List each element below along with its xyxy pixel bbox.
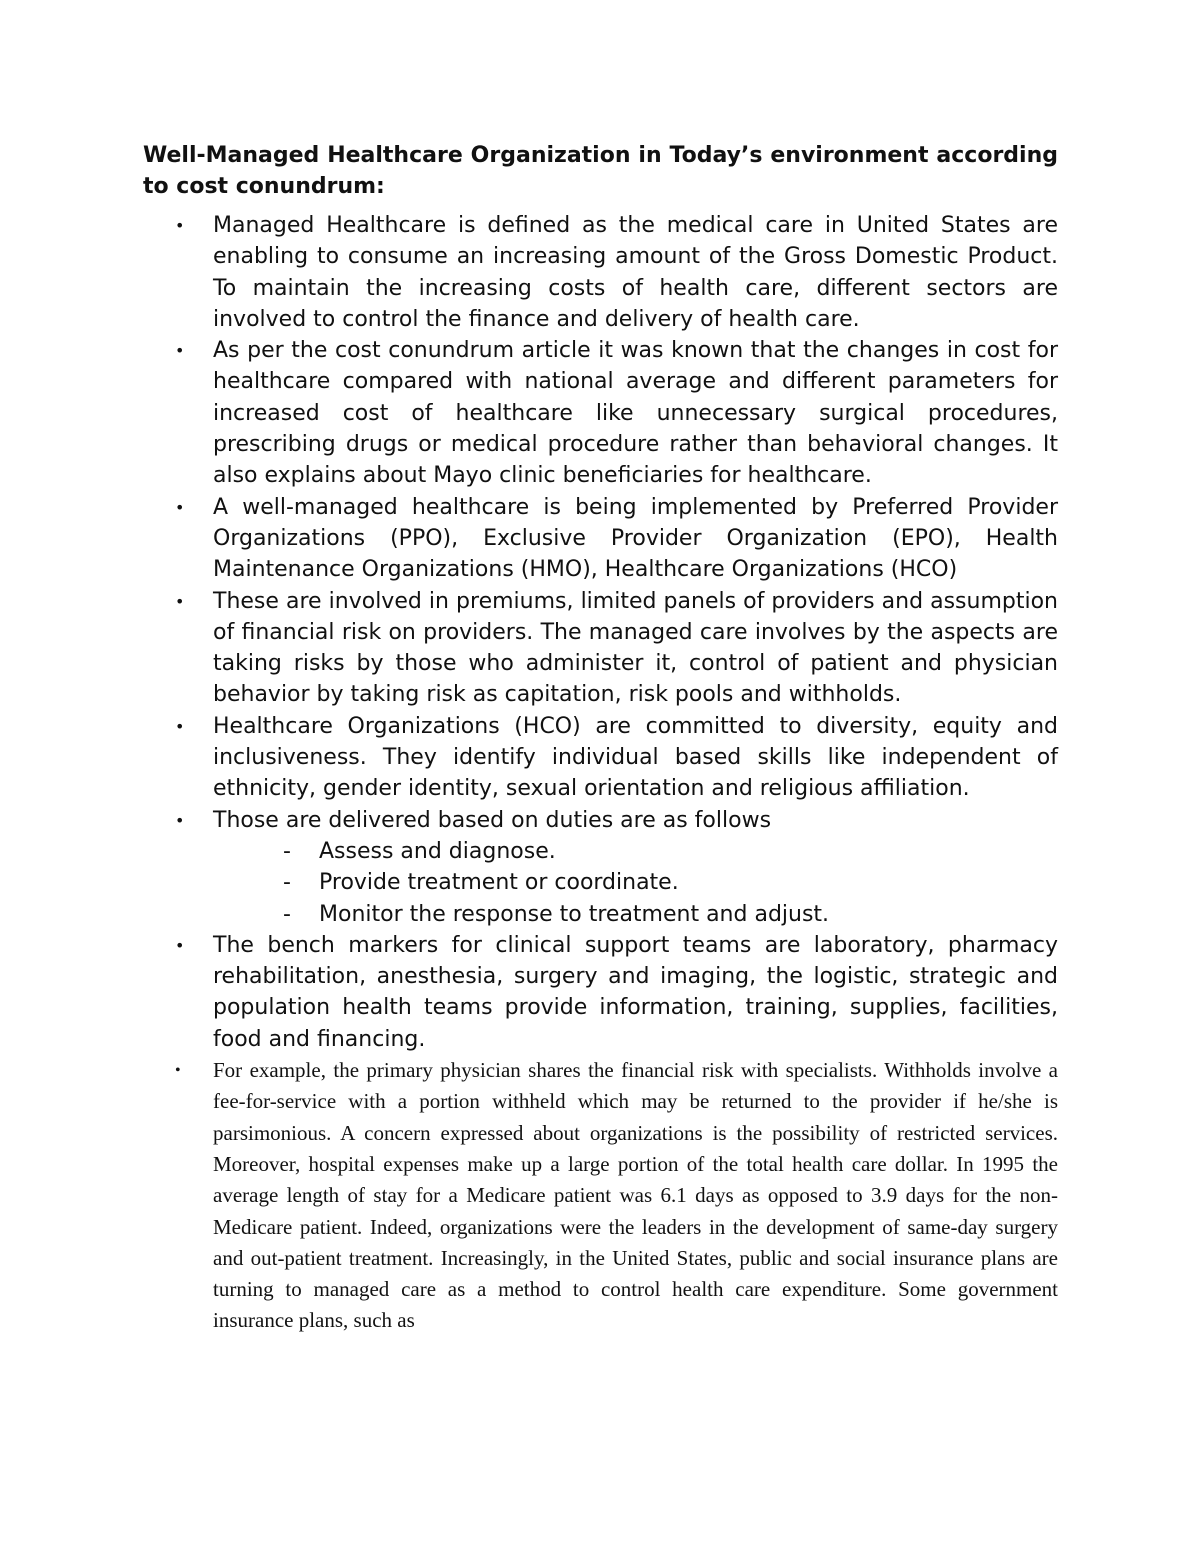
duties-list bbox=[213, 836, 1058, 930]
bullet-text: These are involved in premiums, limited panels of providers and assumption of financial risk on providers. The managed care involves by the aspects are taking risks by those who administer it, control of patient and physician behavior by taking risk as capitation, risk pools and withholds. bbox=[213, 588, 1058, 708]
bullet-item-bench-markers bbox=[143, 930, 1058, 1055]
duty-text: Provide treatment or coordinate. bbox=[319, 870, 679, 896]
bullet-icon: • bbox=[175, 810, 185, 830]
duty-text: Assess and diagnose. bbox=[319, 838, 556, 864]
duty-text: Monitor the response to treatment and adjust. bbox=[319, 901, 830, 927]
bullet-item-premiums bbox=[143, 586, 1058, 711]
bullet-text: A well-managed healthcare is being implemented by Preferred Provider Organizations (PPO), Exclusive Provider Organization (EPO), Health Maintenance Organizations (HMO), Healthcare Organizations (HCO) bbox=[213, 494, 1058, 583]
bullet-item-managed-healthcare bbox=[143, 210, 1058, 335]
duty-item bbox=[213, 899, 1058, 930]
bullet-text: For example, the primary physician shares the financial risk with specialists. Withholds involve a fee-for-service with a portion withheld which may be returned to the provider if he/she is parsimonious. A concern expressed about organizations is the possibility of restricted services. Moreover, hospital expenses make up a large portion of the total health care dollar. In 1995 the average length of stay for a Medicare patient was 6.1 days as opposed to 3.9 days for the non-Medicare patient. Indeed, organizations were the leaders in the development of same-day surgery and out-patient treatment. Increasingly, in the United States, public and social insurance plans are turning to managed care as a method to control health care expenditure. Some government insurance plans, such as bbox=[213, 1058, 1058, 1333]
bullet-list bbox=[143, 210, 1058, 1337]
dash-icon: - bbox=[283, 901, 291, 927]
bullet-text: Managed Healthcare is defined as the medical care in United States are enabling to consume an increasing amount of the Gross Domestic Product. To maintain the increasing costs of health care, different sectors are involved to control the finance and delivery of health care. bbox=[213, 213, 1058, 332]
dash-icon: - bbox=[283, 838, 291, 864]
bullet-text: As per the cost conundrum article it was known that the changes in cost for healthcare compared with national average and different parameters for increased cost of healthcare like unnecessary surgical procedures, prescribing drugs or medical procedure rather than behavioral changes. It also explains about Mayo clinic beneficiaries for healthcare. bbox=[213, 338, 1058, 489]
duty-item bbox=[213, 836, 1058, 867]
bullet-icon: • bbox=[175, 341, 185, 361]
duty-item bbox=[213, 867, 1058, 898]
bullet-item-diversity bbox=[143, 711, 1058, 805]
bullet-icon: • bbox=[175, 591, 185, 611]
document-body bbox=[143, 140, 1058, 1337]
bullet-text: Those are delivered based on duties are as follows bbox=[213, 807, 772, 833]
bullet-item-duties bbox=[143, 805, 1058, 930]
bullet-icon: • bbox=[175, 935, 185, 955]
document-title: Well-Managed Healthcare Organization in Today’s environment according to cost conundrum: bbox=[143, 143, 1058, 199]
dash-icon: - bbox=[283, 870, 291, 896]
bullet-text: Healthcare Organizations (HCO) are committed to diversity, equity and inclusiveness. They identify individual based skills like independent of ethnicity, gender identity, sexual orientation and religious affiliation. bbox=[213, 713, 1058, 802]
bullet-item-organizations bbox=[143, 492, 1058, 586]
bullet-icon: • bbox=[175, 216, 185, 235]
bullet-icon: • bbox=[175, 1062, 181, 1080]
bullet-item-cost-conundrum bbox=[143, 335, 1058, 491]
bullet-item-example bbox=[143, 1055, 1058, 1337]
bullet-icon: • bbox=[175, 716, 185, 736]
bullet-icon: • bbox=[175, 497, 185, 517]
bullet-text: The bench markers for clinical support teams are laboratory, pharmacy rehabilitation, anesthesia, surgery and imaging, the logistic, strategic and population health teams provide information, training, supplies, facilities, food and financing. bbox=[213, 932, 1058, 1052]
